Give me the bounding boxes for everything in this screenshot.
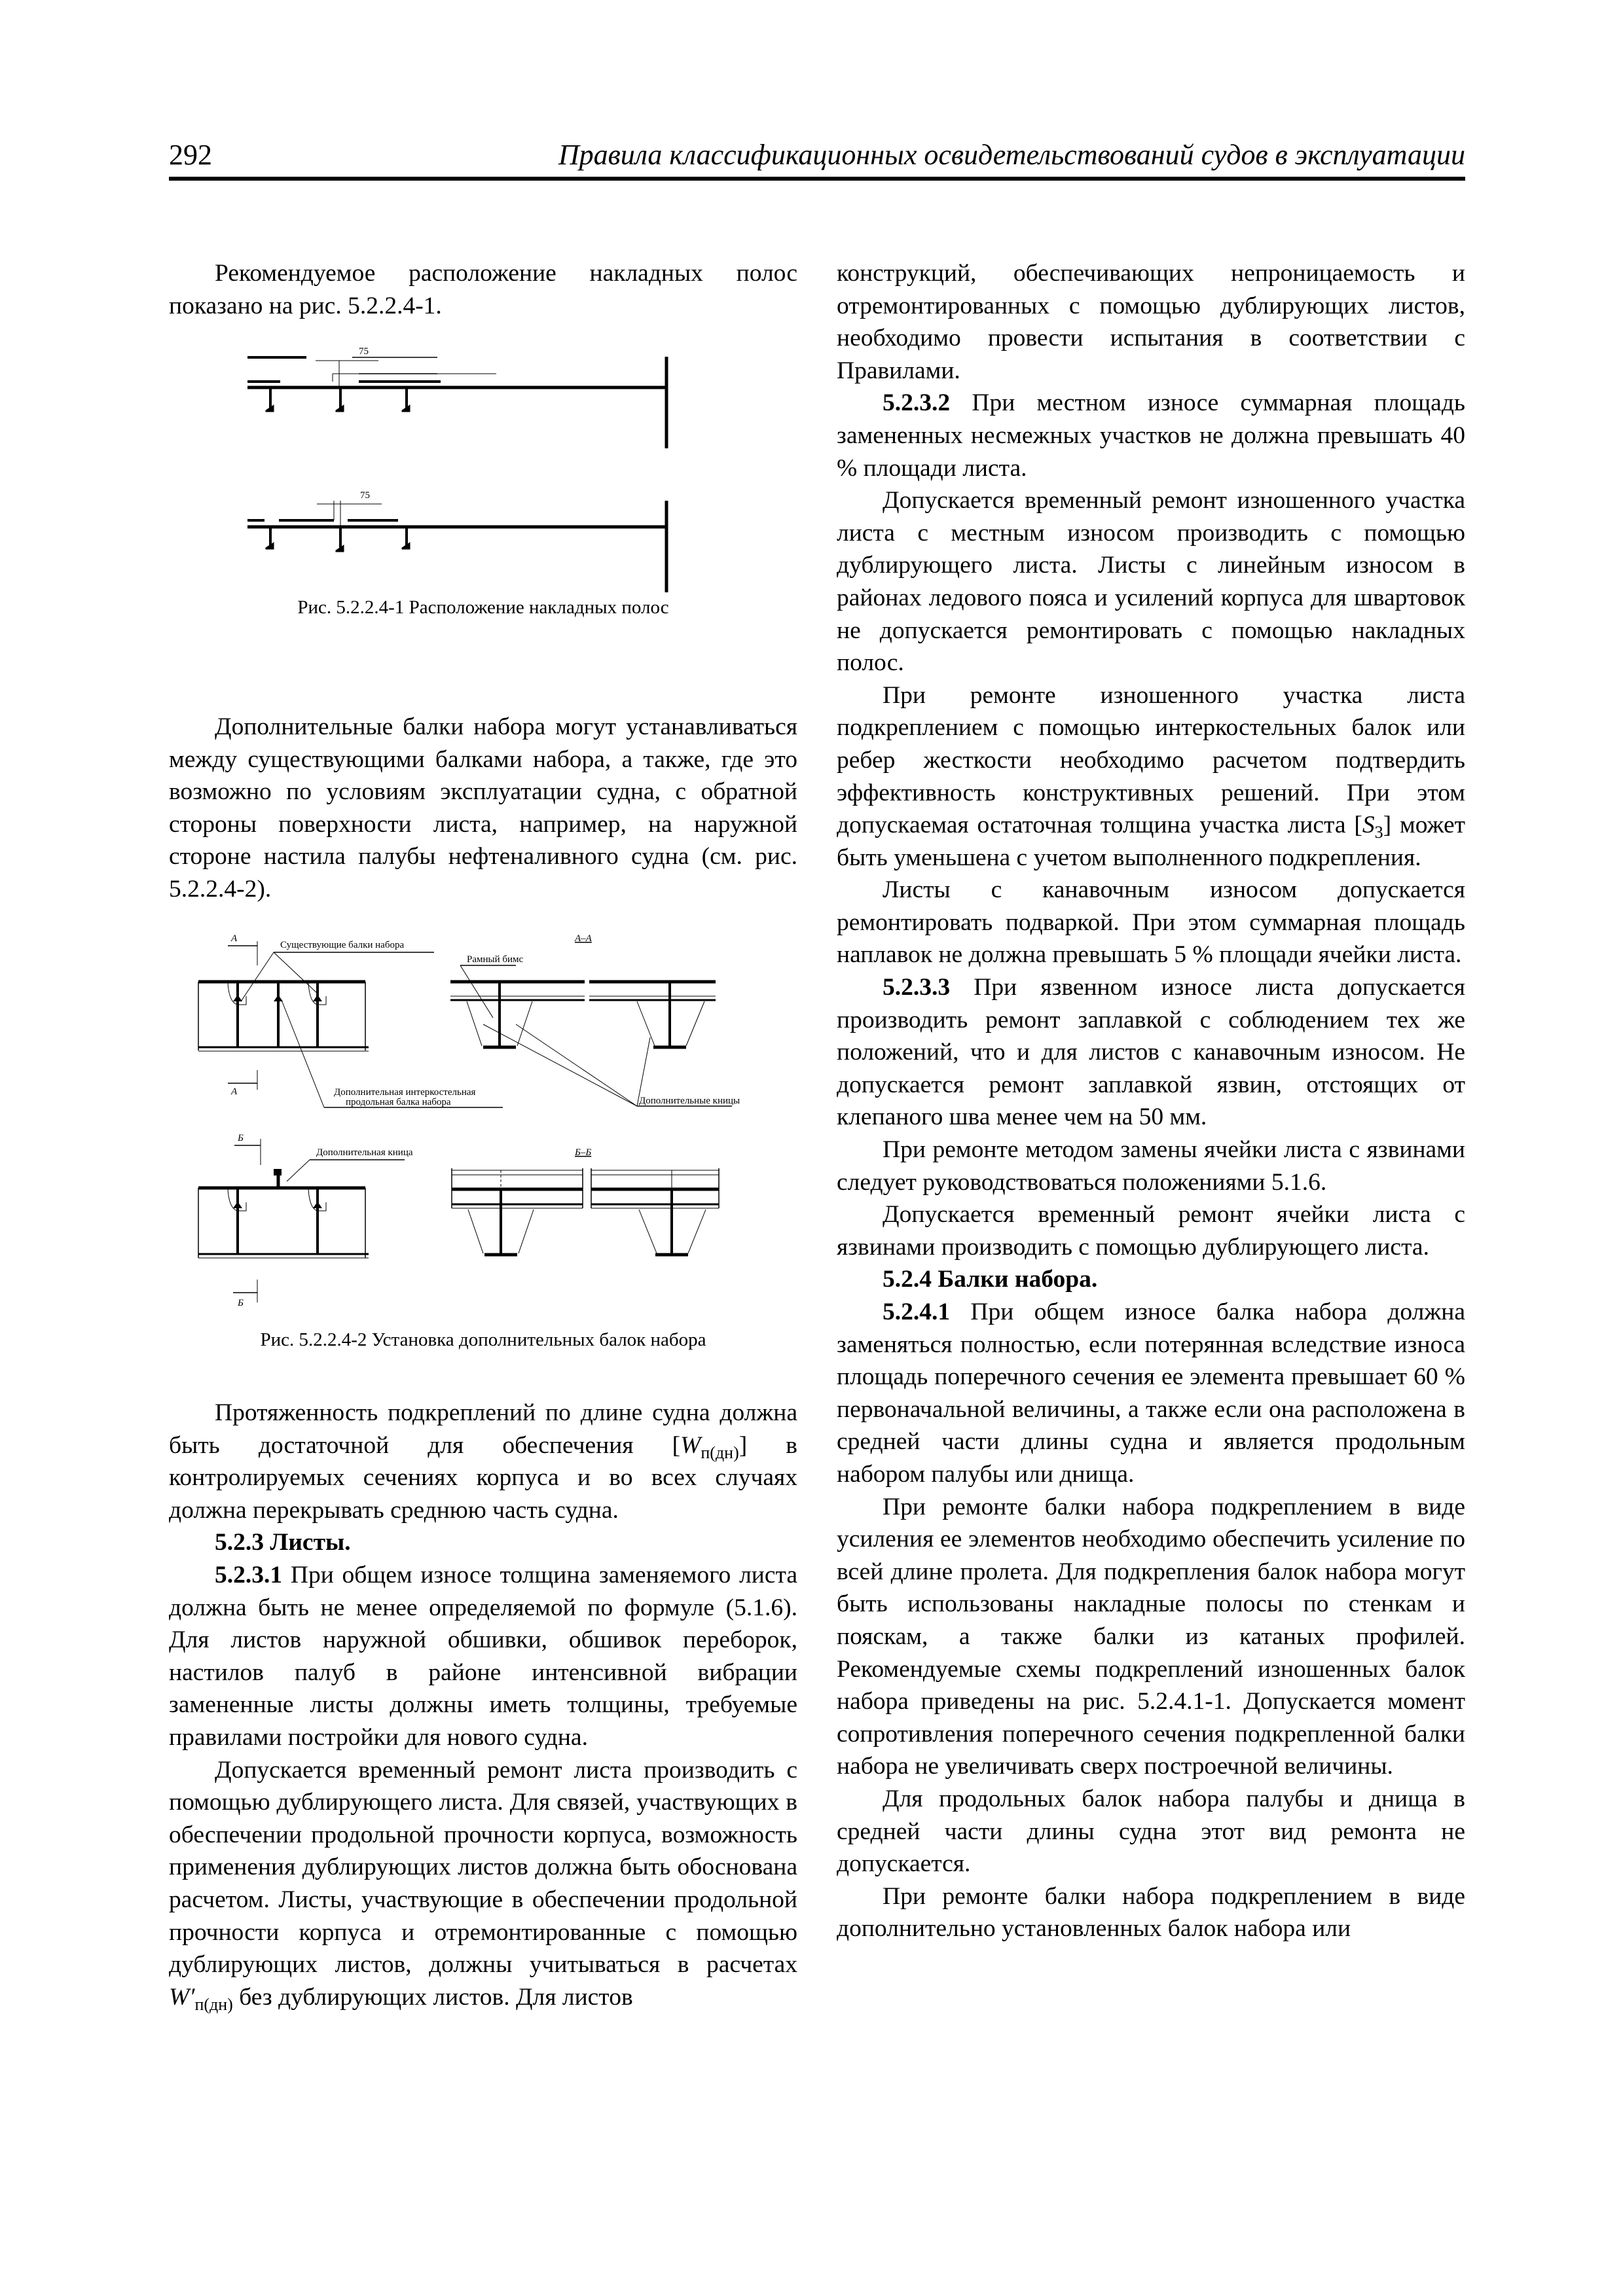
dimension-label: 75 [360, 490, 370, 501]
upper-scheme [247, 357, 666, 448]
paragraph: 5.2.4.1 При общем износе балка набора должна заменяться полностью, если потерянная вследствие износа площадь поперечного сечения ее элемента превышает 60 % первоначальной величины, а также если она расположена в средней части длины судна и является продольным набором палубы или днища. [837, 1299, 1465, 1488]
plan-view-b [198, 1139, 405, 1302]
section-heading: 5.2.4 Балки набора. [883, 1266, 1098, 1293]
additional-beams-drawing [169, 923, 797, 1329]
left-column-intro [169, 257, 797, 322]
paragraph: 5.2.3.1 При общем износе толщина заменяемого листа должна быть не менее определяемой по формуле (5.1.6). Для листов наружной обшивки, обшивок переборок, настилов палуб в районе интенсивной вибрации замененные листы должны иметь толщины, требуемые правилами постройки для нового судна. [169, 1561, 797, 1751]
page-header [169, 139, 1465, 181]
left-column-p2 [169, 711, 797, 906]
figure-caption: Рис. 5.2.2.4-2 Установка дополнительных балок набора [260, 1329, 706, 1350]
paragraph: 5.2.3.2 При местном износе суммарная площадь замененных несмежных участков не должна превышать 40 % площади листа. [837, 389, 1465, 482]
section-aa [450, 965, 732, 1106]
paragraph: Дополнительные балки набора могут устанавливаться между существующими балками набора, а также, где это возможно по условиям эксплуатации судна, с обратной стороны поверхности листа, например, на наружной стороне настила палубы нефтеналивного судна (см. рис. 5.2.2.4-2). [169, 713, 797, 903]
label-intercostal: Дополнительная интеркостельная [334, 1087, 476, 1098]
section-heading: 5.2.3 Листы. [215, 1529, 351, 1556]
overlay-strips-drawing [169, 331, 797, 605]
section-marker-a: А [231, 1086, 238, 1097]
section-bb [452, 1168, 719, 1255]
figure-caption: Рис. 5.2.2.4-1 Расположение накладных полос [297, 597, 669, 618]
header-rule [169, 177, 1465, 181]
section-title-aa: А–А [575, 933, 592, 944]
paragraph: При ремонте изношенного участка листа подкреплением с помощью интеркостельных балок или ребер жесткости необходимо расчетом подтвердить эффективность конструктивных решений. При этом допускаемая остаточная толщина участка листа $[S_3]$ может быть уменьшена с учетом выполненного подкрепления. [837, 681, 1465, 871]
right-column [837, 257, 1465, 1945]
label-existing-beams: Существующие балки набора [280, 940, 405, 950]
label-frame-beam: Рамный бимс [467, 954, 524, 965]
label-intercostal: продольная балка набора [346, 1097, 451, 1107]
section-marker-b: Б [238, 1298, 244, 1308]
symbol: W′ [169, 1983, 195, 2011]
left-column-lower [169, 1397, 797, 2013]
symbol: S [1362, 812, 1375, 839]
paragraph: конструкций, обеспечивающих непроницаемость и отремонтированных с помощью дублирующих листов, необходимо провести испытания в соответствии с Правилами. [837, 260, 1465, 384]
running-title: Правила классификационных освидетельствований судов в эксплуатации [558, 139, 1465, 171]
plan-view-a [198, 941, 503, 1107]
clause-number: 5.2.4.1 [883, 1299, 951, 1325]
section-marker-a: А [231, 933, 238, 944]
paragraph: При ремонте методом замены ячейки листа с язвинами следует руководствоваться положениями 5.1.6. [837, 1136, 1465, 1196]
section-marker-b: Б [238, 1133, 244, 1143]
dimension-label: 75 [359, 346, 369, 357]
label-additional-bracket: Дополнительная кница [316, 1147, 413, 1158]
symbol: W [680, 1431, 701, 1459]
paragraph: Рекомендуемое расположение накладных полос показано на рис. 5.2.2.4-1. [169, 260, 797, 319]
figure-5-2-2-4-2 [169, 923, 797, 1368]
clause-number: 5.2.3.1 [215, 1561, 283, 1588]
paragraph: 5.2.3.3 При язвенном износе листа допускается производить ремонт заплавкой с соблюдением тех же положений, что и для листов с канавочным износом. Не допускается ремонт заплавкой язвин, отстоящих от клепаного шва менее чем на 50 мм. [837, 974, 1465, 1131]
paragraph: При ремонте балки набора подкреплением в виде усиления ее элементов необходимо обеспечить усиление по всей длине пролета. Для подкрепления балок набора могут быть использованы накладные полосы по стенкам и пояскам, а также балки из катаных профилей. Рекомендуемые схемы подкреплений изношенных балок набора приведены на рис. 5.2.4.1-1. Допускается момент сопротивления поперечного сечения подкрепленной балки набора не увеличивать сверх построечной величины. [837, 1493, 1465, 1780]
paragraph: Листы с канавочным износом допускается ремонтировать подваркой. При этом суммарная площадь наплавок не должна превышать 5 % площади ячейки листа. [837, 876, 1465, 969]
page-number: 292 [169, 139, 212, 171]
paragraph: Допускается временный ремонт листа производить с помощью дублирующего листа. Для связей, участвующих в обеспечении продольной прочности корпуса, возможность применения дублирующих листов должна быть обоснована расчетом. Листы, участвующие в обеспечении продольной прочности корпуса и отремонтированные с помощью дублирующих листов, должны учитываться в расчетах $W'_{п(дн)}$ без дублирующих листов. Для листов [169, 1756, 797, 2014]
clause-number: 5.2.3.3 [883, 974, 951, 1001]
paragraph: При ремонте балки набора подкреплением в виде дополнительно установленных балок набора или [837, 1882, 1465, 1943]
paragraph: Протяженность подкреплений по длине судна должна быть достаточной для обеспечения $[W_{п(дн)}]$ в контролируемых сечениях корпуса и во всех случаях должна перекрывать среднюю часть судна. [169, 1399, 797, 1524]
paragraph: Допускается временный ремонт ячейки листа с язвинами производить с помощью дублирующего листа. [837, 1201, 1465, 1261]
section-title-bb: Б–Б [575, 1147, 592, 1158]
clause-number: 5.2.3.2 [883, 389, 951, 417]
label-additional-brackets: Дополнительные кницы [639, 1096, 740, 1106]
lower-scheme [247, 501, 666, 592]
paragraph: Допускается временный ремонт изношенного участка листа с местным износом производить с помощью дублирующего листа. Листы с линейным износом в районах ледового пояса и усилений корпуса для швартовок не допускается ремонтировать с помощью накладных полос. [837, 487, 1465, 677]
figure-5-2-2-4-1 [169, 331, 797, 625]
paragraph: Для продольных балок набора палубы и днища в средней части длины судна этот вид ремонта не допускается. [837, 1785, 1465, 1878]
